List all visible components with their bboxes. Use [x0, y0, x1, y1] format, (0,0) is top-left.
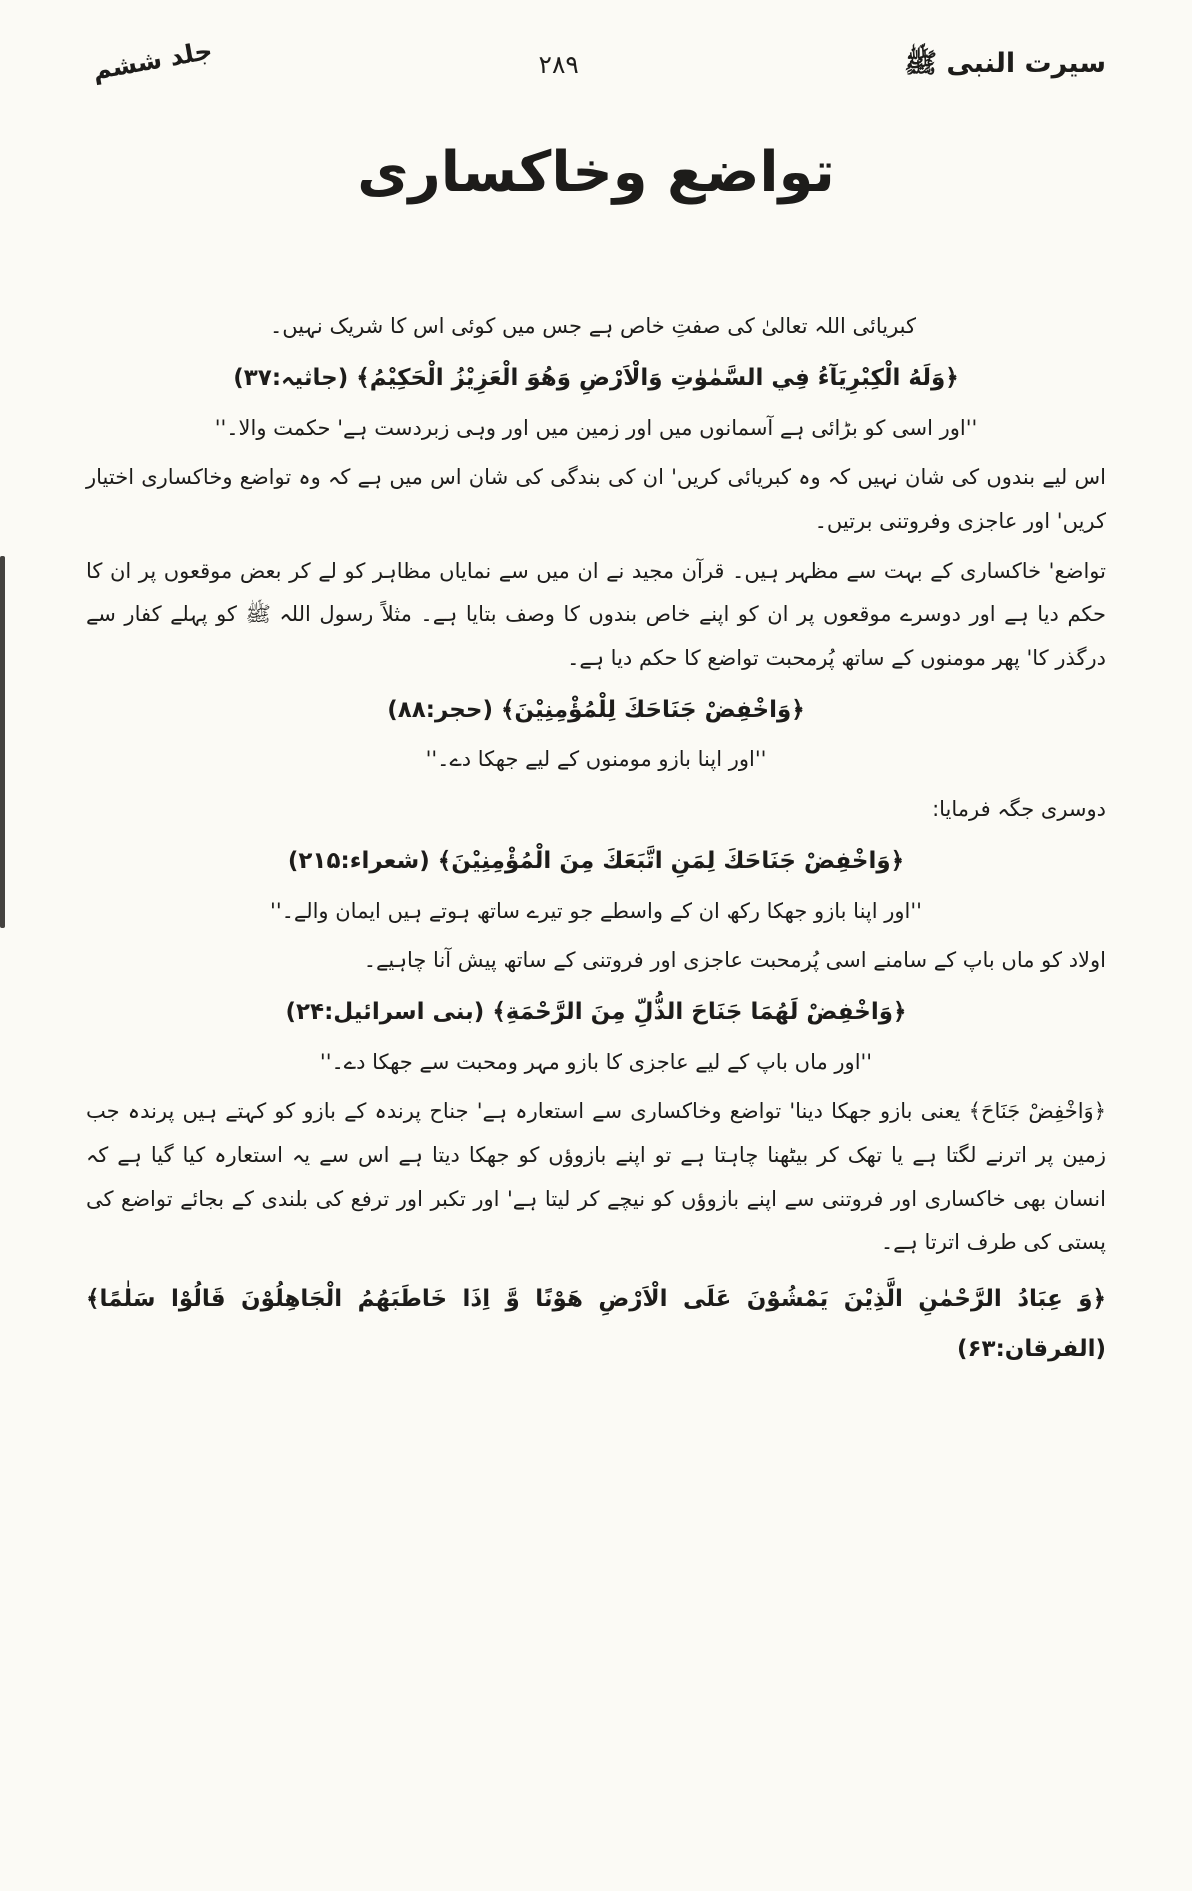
verse-translation: ''اور ماں باپ کے لیے عاجزی کا بازو مہر ومحبت سے جھکا دے۔'' — [319, 1049, 873, 1074]
quran-verse: ﴿وَاخْفِضْ جَنَاحَكَ لِمَنِ اتَّبَعَكَ مِنَ الْمُؤْمِنِيْنَ﴾ (شعراء:۲۱۵) — [287, 847, 905, 874]
verse-translation: ''اور اپنا بازو جھکا رکھ ان کے واسطے جو تیرے ساتھ ہوتے ہیں ایمان والے۔'' — [270, 898, 922, 923]
body-paragraph: اس لیے بندوں کی شان نہیں کہ وہ کبریائی کریں' ان کی بندگی کی شان اس میں ہے کہ وہ تواضع وخاکساری اختیار کریں' اور عاجزی وفروتنی برتیں۔ — [86, 465, 1106, 533]
quran-verse: ﴿وَلَهُ الْكِبْرِيَآءُ فِي السَّمٰوٰتِ وَالْاَرْضِ وَهُوَ الْعَزِيْزُ الْحَكِيْمُ﴾ (جاثیہ:۳۷) — [233, 364, 959, 391]
body-paragraph: تواضع' خاکساری کے بہت سے مظہر ہیں۔ قرآن مجید نے ان میں سے نمایاں مظاہر کو لے کر بعض موقعوں پر ان کا حکم دیا ہے اور دوسرے موقعوں پر ان کو اپنے خاص بندوں کا وصف بتایا ہے۔ مثلاً رسول اللہ ﷺ کو پہلے کفار سے درگذر کا' پھر مومنوں کے ساتھ پُرمحبت تواضع کا حکم دیا ہے۔ — [86, 558, 1106, 670]
verse-translation: ''اور اپنا بازو مومنوں کے لیے جھکا دے۔'' — [425, 747, 767, 772]
body-paragraph: اولاد کو ماں باپ کے سامنے اسی پُرمحبت عاجزی اور فروتنی کے ساتھ پیش آنا چاہیے۔ — [363, 948, 1106, 973]
page-header — [86, 35, 1106, 86]
chapter-title: تواضع وخاکساری — [357, 140, 835, 205]
quran-verse: ﴿وَاخْفِضْ جَنَاحَكَ لِلْمُؤْمِنِيْنَ﴾ (حجر:۸۸) — [387, 696, 805, 723]
quran-verse: ﴿وَ عِبَادُ الرَّحْمٰنِ الَّذِيْنَ يَمْشُوْنَ عَلَى الْاَرْضِ هَوْنًا وَّ اِذَا خَاطَبَهُمُ الْجَاهِلُوْنَ قَالُوْا سَلٰمًا﴾ (الفرقان:۶۳) — [86, 1286, 1106, 1362]
scan-artifact-line — [0, 556, 5, 928]
book-title: سیرت النبی ﷺ — [904, 48, 1106, 79]
quran-verse: ﴿وَاخْفِضْ لَهُمَا جَنَاحَ الذُّلِّ مِنَ الرَّحْمَةِ﴾ (بنی اسرائیل:۲۴) — [285, 998, 907, 1025]
verse-translation: ''اور اسی کو بڑائی ہے آسمانوں میں اور زمین میں اور وہی زبردست ہے' حکمت والا۔'' — [214, 415, 978, 440]
volume-label: جلد ششم — [90, 35, 215, 86]
section-lead: دوسری جگہ فرمایا: — [932, 797, 1106, 822]
page-number: ۲۸۹ — [538, 50, 579, 79]
body-paragraph: ﴿وَاخْفِضْ جَنَاحَ﴾ یعنی بازو جھکا دینا' تواضع وخاکساری سے استعارہ ہے' جناح پرندہ کے بازو کو کہتے ہیں پرندہ جب زمین پر اترنے لگتا ہے یا تھک کر بیٹھنا چاہتا ہے تو اپنے بازوؤں کو جھکا دیتا ہے اس سے یہ استعارہ کیا گیا ہے کہ انسان بھی خاکساری اور فروتنی سے اپنے بازوؤں کو نیچے کر لیتا ہے' اور تکبر اور ترفع کی بلندی کے بجائے تواضع کی پستی کی طرف اترتا ہے۔ — [86, 1099, 1106, 1255]
body-paragraph: کبریائی اللہ تعالیٰ کی صفتِ خاص ہے جس میں کوئی اس کا شریک نہیں۔ — [270, 314, 916, 338]
page-body — [86, 305, 1106, 1374]
